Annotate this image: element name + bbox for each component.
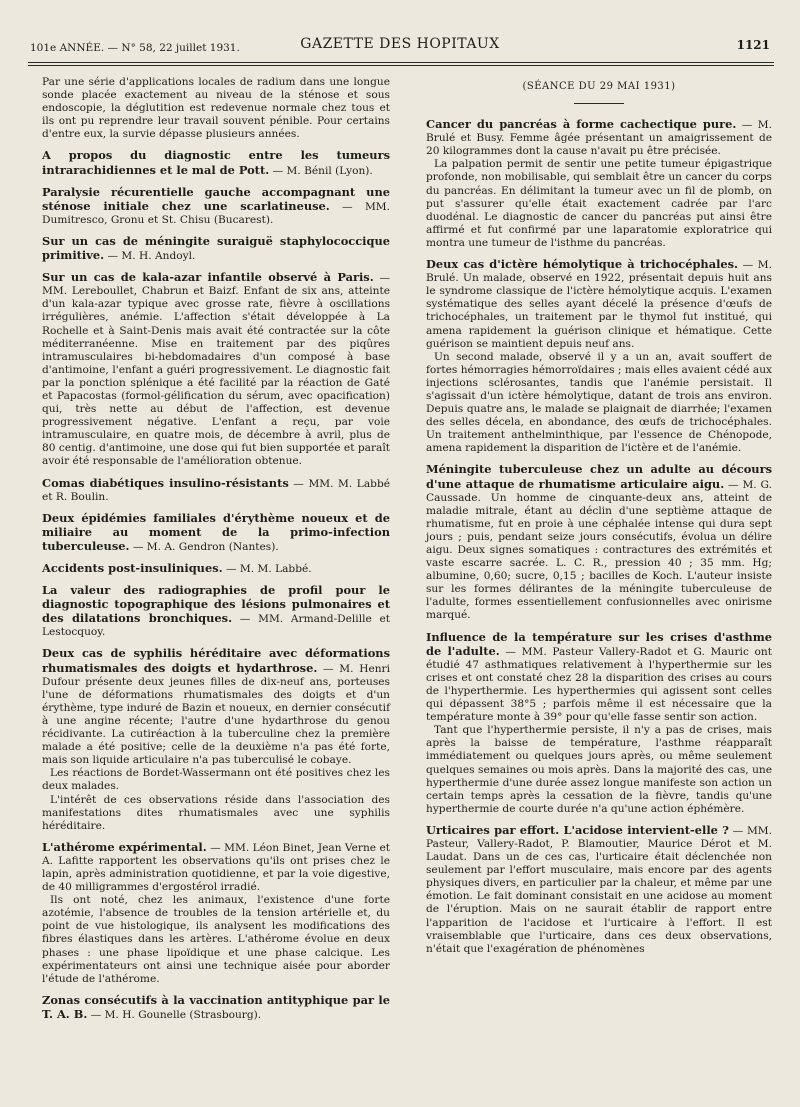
abstract-entry bbox=[42, 841, 390, 894]
abstract-entry bbox=[42, 647, 390, 767]
abstract-entry bbox=[426, 463, 772, 622]
page-number: 1121 bbox=[736, 38, 770, 52]
abstract-entry bbox=[42, 584, 390, 639]
abstract-entry bbox=[42, 994, 390, 1022]
abstract-title: Cancer du pancréas à forme cachectique pure. bbox=[426, 117, 737, 132]
right-column bbox=[426, 76, 772, 964]
abstract-title: La valeur des radiographies de profil pour le diagnostic topographique des lésions pulmonaires et des dilatations bronchiques. bbox=[42, 583, 390, 626]
session-date: (SÉANCE DU 29 MAI 1931) bbox=[522, 81, 676, 92]
paragraph: Ils ont noté, chez les animaux, l'existence d'une forte azotémie, l'absence de troubles de la tension artérielle et, du point de vue histologique, ils analysent les modifications des fibres élastiques dans les artères. L'athérome évolue en deux phases : une phase lipoïdique et une phase calcique. Les expérimentateurs ont ainsi une technique aisée pour aborder l'étude de l'athérome. bbox=[42, 894, 390, 985]
abstract-title: A propos du diagnostic entre les tumeurs intrarachidiennes et le mal de Pott. bbox=[42, 148, 390, 177]
abstract-entry bbox=[426, 631, 772, 725]
abstract-title: Sur un cas de méningite suraiguë staphylococcique primitive. bbox=[42, 233, 390, 263]
session-rule bbox=[574, 103, 624, 104]
abstract-authors: — M. Bénil (Lyon). bbox=[269, 164, 373, 177]
abstract-title: Deux cas de syphilis héréditaire avec déformations rhumatismales des doigts et hydarthrose. bbox=[42, 646, 390, 675]
abstract-body: — MM. Pasteur, Vallery-Radot, P. Blamoutier, Maurice Dérot et M. Laudat. Dans un de ces cas, l'urticaire était déclenchée non seulement par l'effort musculaire, mais encore par des agents physiques divers, en particulier par la chaleur, et même par une émotion. Le fait dominant consistait en une acidose au moment de l'éruption. Mais on ne saurait établir de rapport entre l'apparition de l'acidose et l'urticaire à l'effort. Il est vraisemblable que l'urticaire, dans ces deux observations, n'était que l'exagération de phénomènes bbox=[426, 824, 772, 955]
paragraph: Par une série d'applications locales de radium dans une longue sonde placée exactement au niveau de la sténose et sous endoscopie, la déglutition est redevenue normale chez tous et ils ont pu reprendre leur travail souvent pénible. Pour certains d'entre eux, la survie dépasse plusieurs années. bbox=[42, 76, 390, 141]
abstract-body: — MM. Léon Binet, Jean Verne et A. Lafitte rapportent les observations qu'ils ont prises chez le lapin, après administration quotidienne, et par la voie digestive, de 40 milligrammes d'ergostérol irradié. bbox=[42, 841, 390, 894]
abstract-authors: — M. M. Labbé. bbox=[222, 563, 312, 575]
abstract-entry bbox=[426, 258, 772, 351]
abstract-body: — M. Brulé et Busy. Femme âgée présentant un amaigrissement de 20 kilogrammes dont la cause n'avait pu être précisée. bbox=[426, 119, 773, 158]
paragraph: Les réactions de Bordet-Wassermann ont été positives chez les deux malades. bbox=[42, 767, 390, 793]
abstract-entry bbox=[426, 824, 772, 956]
abstract-title: L'athérome expérimental. bbox=[42, 839, 207, 854]
abstract-entry bbox=[42, 186, 390, 227]
left-column bbox=[42, 76, 390, 1030]
abstract-title: Sur un cas de kala-azar infantile observé à Paris. bbox=[42, 270, 374, 285]
header-rule-double bbox=[28, 65, 774, 66]
abstract-body: — M. G. Caussade. Un homme de cinquante-deux ans, atteint de maladie mitrale, étant au déclin d'une septième attaque de rhumatisme, fut en proie à une céphalée intense qui dura sept jours ; puis, pendant seize jours consécutifs, évolua un délire aigu. Deux signes somatiques : contractures des extrémités et vaste escarre sacrée. L. C. R., pression 40 ; 35 mm. Hg; albumine, 0,60; sucre, 0,15 ; bacilles de Koch. L'auteur insiste sur les formes délirantes de la méningite tuberculeuse de l'adulte, formes essentiellement confusionnelles avec onirisme marqué. bbox=[426, 478, 772, 622]
abstract-body: — MM. Lereboullet, Chabrun et Baizf. Enfant de six ans, atteinte d'un kala-azar typique avec grosse rate, fièvre à oscillations irrégulières, anémie. L'affection s'était développée à La Rochelle et à Saint-Denis mais avait été contractée sur la côte méditerranéenne. Mise en traitement par des piqûres intramusculaires bi-hebdomadaires d'un composé à base d'antimoine, l'enfant a guéri progressivement. Le diagnostic fait par la ponction splénique a été facilité par la réaction de Gaté et Papacostas (formol-gélification du sérum, avec opacification) qui, très nette au début de l'affection, est devenue progressivement négative. L'enfant a reçu, par voie intramusculaire, en quatre mois, de décembre à avril, plus de 80 centig. d'antimoine, une dose qui fut bien supportée et paraît avoir été responsable de l'amélioration obtenue. bbox=[42, 272, 391, 468]
abstract-authors: — M. H. Gounelle (Strasbourg). bbox=[87, 1008, 262, 1021]
abstract-title: Influence de la température sur les crises d'asthme de l'adulte. bbox=[426, 629, 772, 658]
page-header bbox=[30, 36, 770, 58]
paragraph: Un second malade, observé il y a un an, avait souffert de fortes hémorragies hémorroïdaires ; mais elles avaient cédé aux injections sclérosantes, tandis que l'anémie persistait. Il s'agissait d'un ictère hémolytique, datant de trois ans environ. Depuis quatre ans, le malade se plaignait de diarrhée; l'examen des selles décela, en abondance, des œufs de trichocéphales. Un traitement anthelminthique, par l'essence de Chénopode, amena rapidement la disparition de l'ictère et de l'anémie. bbox=[426, 350, 772, 455]
abstract-authors: — MM. Armand-Delille et Lestocquoy. bbox=[42, 613, 390, 639]
abstract-entry bbox=[42, 235, 390, 263]
abstract-entry bbox=[42, 562, 390, 576]
abstract-authors: — MM. M. Labbé et R. Boulin. bbox=[42, 477, 390, 503]
abstract-title: Deux cas d'ictère hémolytique à trichocéphales. bbox=[426, 257, 739, 272]
abstract-title: Comas diabétiques insulino-résistants bbox=[42, 475, 289, 490]
abstract-title: Urticaires par effort. L'acidose intervient-elle ? bbox=[426, 822, 729, 837]
abstract-title: Zonas consécutifs à la vaccination antityphique par le T. A. B. bbox=[42, 992, 390, 1021]
abstract-entry bbox=[42, 477, 390, 504]
paragraph: L'intérêt de ces observations réside dans l'association des manifestations dites rhumatismales avec une syphilis héréditaire. bbox=[42, 793, 390, 832]
paragraph: La palpation permit de sentir une petite tumeur épigastrique profonde, non mobilisable, qui semblait être un cancer du corps du pancréas. En délimitant la tumeur avec un fil de plomb, on put s'assurer qu'elle était exactement cadrée par l'arc duodénal. Le diagnostic de cancer du pancréas put ainsi être affirmé et fut confirmé par une laparatomie exploratrice qui montra une tumeur de l'isthme du pancréas. bbox=[426, 158, 772, 249]
abstract-title: Deux épidémies familiales d'érythème noueux et de miliaire au moment de la primo-infection tuberculeuse. bbox=[42, 510, 390, 553]
paragraph: Tant que l'hyperthermie persiste, il n'y a pas de crises, mais après la baisse de température, l'asthme réapparaît immédiatement ou quelques jours après, ou même seulement quelques semaines ou mois après. Dans la majorité des cas, une hyperthermie d'une durée assez longue manifeste son action un certain temps après la cessation de la fièvre, tandis qu'une hyperthermie de courte durée n'a qu'une action éphémère. bbox=[426, 724, 772, 815]
abstract-entry bbox=[426, 118, 772, 158]
journal-title: GAZETTE DES HOPITAUX bbox=[300, 36, 500, 52]
abstract-authors: — MM. Dumitresco, Gronu et St. Chisu (Bucarest). bbox=[42, 200, 391, 226]
abstract-entry bbox=[42, 271, 390, 468]
abstract-authors: — M. H. Andoyl. bbox=[104, 250, 196, 263]
abstract-entry bbox=[42, 149, 390, 177]
abstract-title: Accidents post-insuliniques. bbox=[42, 561, 223, 575]
issue-info: 101e ANNÉE. — N° 58, 22 juillet 1931. bbox=[30, 42, 240, 54]
abstract-entry bbox=[42, 512, 390, 554]
abstract-body: — M. Henri Dufour présente deux jeunes filles de dix-neuf ans, porteuses l'une de déformations rhumatismales des doigts et d'un érythème, type induré de Bazin et noueux, en dernier consécutif à une angine récente; l'autre d'une hydarthrose du genou récidivante. La cutiréaction à la tuberculine chez la première malade a été positive; celle de la deuxième n'a pas été forte, mais son liquide articulaire n'a pas tuberculisé le cobaye. bbox=[42, 662, 390, 767]
abstract-title: Paralysie récurentielle gauche accompagnant une sténose initiale chez une scarlatineuse. bbox=[42, 184, 390, 213]
abstract-title: Méningite tuberculeuse chez un adulte au décours d'une attaque de rhumatisme articulaire aigu. bbox=[426, 462, 772, 491]
abstract-authors: — M. A. Gendron (Nantes). bbox=[129, 540, 279, 553]
header-rule bbox=[28, 62, 774, 63]
abstract-body: — MM. Pasteur Vallery-Radot et G. Mauric ont étudié 47 asthmatiques relativement à l'hyperthermie sur les crises et ont constaté chez 28 la disparition des crises au cours de l'hyperthermie. Les hyperthermies qui agissent sont celles qui dépassent 38°5 ; parfois même il est nécessaire que la température monte à 39° pour qu'elle fasse sentir son action. bbox=[426, 645, 773, 724]
abstract-body: — M. Brulé. Un malade, observé en 1922, présentait depuis huit ans le syndrome classique de l'ictère hémolytique acquis. L'examen systématique des selles ayant décelé la présence d'œufs de trichocéphales, un traitement par le thymol fut institué, qui amena rapidement la guérison clinique et hématique. Cette guérison se maintient depuis neuf ans. bbox=[426, 259, 772, 350]
